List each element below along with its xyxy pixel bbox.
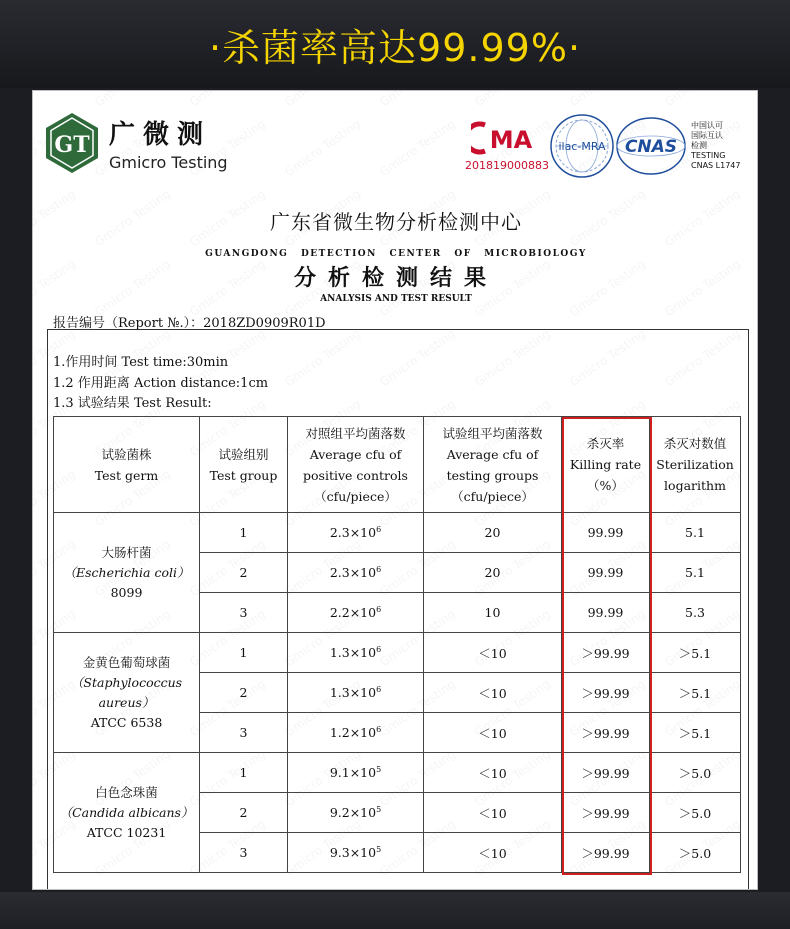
result-title-cn: 分析检测结果: [293, 266, 498, 291]
sterilization-log-cell: ＞5.1: [650, 673, 741, 713]
watermark-text: [567, 90, 648, 109]
watermark-text: [757, 467, 758, 529]
killing-rate-cell: ＞99.99: [562, 793, 650, 833]
test-cfu-cell: 20: [424, 513, 562, 553]
killing-rate-highlight: [562, 417, 652, 875]
brand-name-en: Gmicro Testing: [109, 153, 228, 172]
banner-text: ·杀菌率高达99.99%·: [208, 25, 582, 70]
killing-rate-cell: ＞99.99: [562, 753, 650, 793]
killing-rate-cell: ＞99.99: [562, 673, 650, 713]
group-cell: 1: [200, 513, 288, 553]
watermark-text: [757, 187, 758, 249]
sterilization-log-cell: ＞5.0: [650, 833, 741, 873]
killing-rate-cell: ＞99.99: [562, 713, 650, 753]
watermark-text: [377, 117, 458, 179]
note-action-distance: 1.2 作用距离 Action distance:1cm: [53, 375, 269, 391]
cma-label: MA: [489, 125, 533, 154]
header-test-germ: 试验菌株 Test germ: [54, 417, 200, 513]
cnas-text: 中国认可 国际互认 检测 TESTING CNAS L1747: [691, 121, 741, 170]
watermark-text: [757, 607, 758, 669]
killing-rate-cell: 99.99: [562, 553, 650, 593]
watermark-text: [377, 90, 458, 109]
control-cfu-cell: $9.2\times 10^5$: [288, 793, 424, 833]
killing-rate-cell: ＞99.99: [562, 833, 650, 873]
test-report-document: [32, 90, 758, 890]
brand-name-cn: 广微测: [109, 120, 212, 150]
cma-icon: [471, 121, 537, 155]
watermark-text: [187, 90, 268, 109]
ilac-mra-icon: [549, 113, 615, 179]
sterilization-log-cell: 5.1: [650, 553, 741, 593]
bottom-strip: [0, 892, 790, 929]
test-cfu-cell: ＜10: [424, 793, 562, 833]
group-cell: 2: [200, 553, 288, 593]
test-cfu-cell: ＜10: [424, 713, 562, 753]
germ-cell: 金黄色葡萄球菌 （Staphylococcus aureus） ATCC 6538: [54, 633, 200, 753]
group-cell: 3: [200, 713, 288, 753]
killing-rate-cell: 99.99: [562, 513, 650, 553]
brand-logo: [43, 111, 228, 175]
control-cfu-cell: $1.3\times 10^6$: [288, 633, 424, 673]
test-notes: [53, 353, 268, 415]
group-cell: 2: [200, 793, 288, 833]
report-number: 报告编号（Report №.）：2018ZD0909R01D: [53, 316, 326, 331]
watermark-text: [757, 117, 758, 179]
watermark-text: [92, 90, 173, 109]
cnas-label: CNAS: [624, 137, 678, 157]
note-test-result: 1.3 试验结果 Test Result:: [53, 396, 212, 411]
killing-rate-cell: ＞99.99: [562, 633, 650, 673]
watermark-text: [32, 90, 78, 109]
test-cfu-cell: ＜10: [424, 833, 562, 873]
logo-letters: GT: [54, 132, 90, 158]
header-test-group: 试验组别 Test group: [200, 417, 288, 513]
certification-logos: [465, 113, 747, 179]
header-killing-rate: 杀灭率 Killing rate （%）: [562, 417, 650, 513]
cnas-icon: [615, 116, 687, 176]
promo-banner: [0, 0, 790, 88]
gmicro-logo-icon: [43, 111, 101, 175]
test-cfu-cell: ＜10: [424, 753, 562, 793]
header-test-cfu: 试验组平均菌落数 Average cfu of testing groups （cfu/piece）: [424, 417, 562, 513]
watermark-text: [282, 90, 363, 109]
test-cfu-cell: 20: [424, 553, 562, 593]
germ-cell: 白色念珠菌 （Candida albicans） ATCC 10231: [54, 753, 200, 873]
result-title-en: ANALYSIS AND TEST RESULT: [320, 294, 472, 304]
test-cfu-cell: ＜10: [424, 673, 562, 713]
watermark-text: [757, 257, 758, 319]
control-cfu-cell: $9.3\times 10^5$: [288, 833, 424, 873]
control-cfu-cell: $1.3\times 10^6$: [288, 673, 424, 713]
sterilization-log-cell: ＞5.1: [650, 633, 741, 673]
test-cfu-cell: ＜10: [424, 633, 562, 673]
watermark-text: [472, 90, 553, 109]
control-cfu-cell: $2.2\times 10^6$: [288, 593, 424, 633]
control-cfu-cell: $2.3\times 10^6$: [288, 513, 424, 553]
sterilization-log-cell: 5.1: [650, 513, 741, 553]
control-cfu-cell: $1.2\times 10^6$: [288, 713, 424, 753]
header-sterilization-log: 杀灭对数值 Sterilization logarithm: [650, 417, 741, 513]
ilac-label: ilac-MRA: [558, 140, 606, 153]
group-cell: 3: [200, 833, 288, 873]
control-cfu-cell: $2.3\times 10^6$: [288, 553, 424, 593]
watermark-text: [757, 817, 758, 879]
group-cell: 2: [200, 673, 288, 713]
watermark-text: [757, 397, 758, 459]
germ-cell: 大肠杆菌 （Escherichia coli） 8099: [54, 513, 200, 633]
group-cell: 1: [200, 753, 288, 793]
sterilization-log-cell: ＞5.0: [650, 753, 741, 793]
sterilization-log-cell: ＞5.0: [650, 793, 741, 833]
watermark-text: [757, 537, 758, 599]
killing-rate-cell: 99.99: [562, 593, 650, 633]
note-test-time: 1.作用时间 Test time:30min: [53, 355, 229, 370]
group-cell: 3: [200, 593, 288, 633]
watermark-text: [757, 677, 758, 739]
watermark-text: [757, 747, 758, 809]
watermark-text: [282, 117, 363, 179]
cma-cert: [465, 121, 549, 172]
test-cfu-cell: 10: [424, 593, 562, 633]
watermark-text: [662, 90, 743, 109]
cma-number: 201819000883: [465, 158, 549, 172]
watermark-text: [757, 90, 758, 109]
group-cell: 1: [200, 633, 288, 673]
sterilization-log-cell: ＞5.1: [650, 713, 741, 753]
center-name-en: GUANGDONG DETECTION CENTER OF MICROBIOLOGY: [205, 249, 587, 259]
sterilization-log-cell: 5.3: [650, 593, 741, 633]
header-control-cfu: 对照组平均菌落数 Average cfu of positive controls （cfu/piece）: [288, 417, 424, 513]
control-cfu-cell: $9.1\times 10^5$: [288, 753, 424, 793]
watermark-text: [757, 327, 758, 389]
center-name-cn: 广东省微生物分析检测中心: [270, 210, 522, 234]
